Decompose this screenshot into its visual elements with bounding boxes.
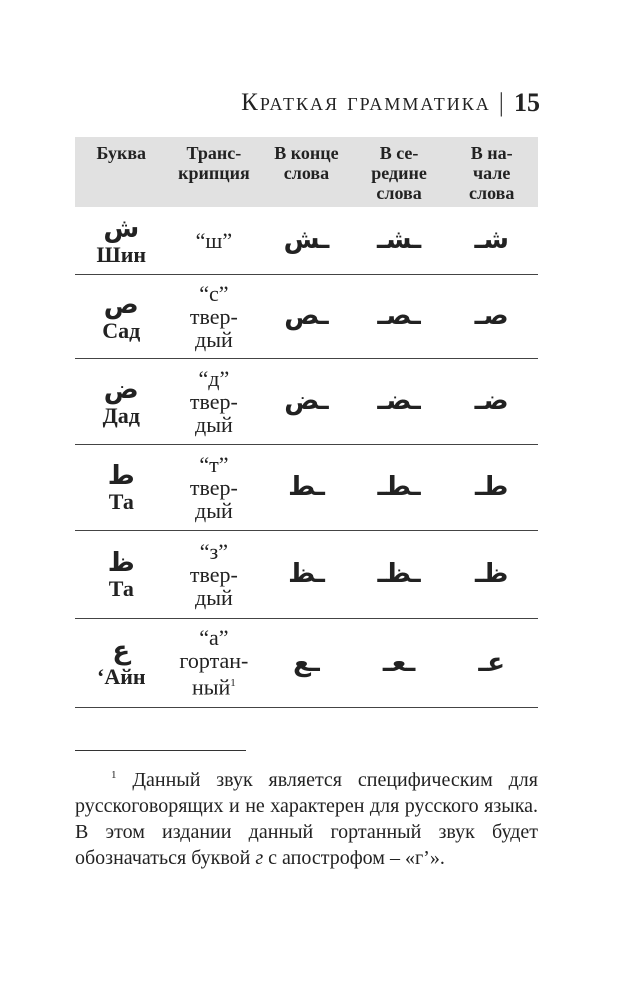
footnote-ref: 1: [230, 677, 236, 690]
medial-form-cell: [353, 207, 446, 274]
transcription-text: “ш”: [195, 227, 233, 253]
initial-form: ظـ: [474, 559, 509, 589]
column-header: [353, 137, 446, 207]
transcription-line: [168, 540, 261, 563]
table-header-row: [75, 137, 538, 207]
medial-form-cell: [353, 358, 446, 444]
header-separator: |: [498, 88, 506, 117]
medial-form-cell: [353, 530, 446, 618]
transcription-line: [168, 586, 261, 609]
final-form-cell: [260, 207, 353, 274]
initial-form-cell: [445, 530, 538, 618]
letter-cell: [75, 530, 168, 618]
table-row: [75, 207, 538, 274]
transcription-line: [168, 328, 261, 351]
column-header-line: Транс-: [186, 143, 242, 163]
transcription-line: [168, 390, 261, 413]
transcription-text: твер-: [189, 303, 238, 329]
initial-form: صـ: [474, 301, 509, 331]
transcription-text: дый: [195, 497, 233, 523]
transcription-line: [168, 229, 261, 252]
column-header-line: В конце: [274, 143, 339, 163]
letter-name: Шин: [96, 241, 147, 267]
transcription-text: “з”: [199, 538, 228, 564]
transcription-line: [168, 672, 261, 698]
transcription-text: “д”: [198, 365, 230, 391]
transcription-text: дый: [195, 411, 233, 437]
final-form-cell: [260, 358, 353, 444]
transcription-cell: [168, 618, 261, 707]
letter-name: Та: [108, 575, 134, 601]
initial-form-cell: [445, 444, 538, 530]
transcription-line: [168, 499, 261, 522]
initial-form: ضـ: [474, 386, 509, 416]
transcription-line: [168, 367, 261, 390]
final-form-cell: [260, 444, 353, 530]
final-form-cell: [260, 618, 353, 707]
chapter-title: Краткая грамматика: [241, 89, 491, 116]
transcription-text: дый: [195, 584, 233, 610]
arabic-letter: ظ: [107, 547, 135, 578]
transcription-text: гортан-: [179, 648, 249, 674]
footnote-text-2: с апострофом – «г’».: [263, 847, 445, 869]
arabic-letter: ص: [103, 289, 139, 320]
column-header: [168, 137, 261, 207]
medial-form: ـظـ: [377, 559, 421, 589]
letter-cell: [75, 207, 168, 274]
running-header: [241, 88, 540, 118]
letter-cell: [75, 274, 168, 358]
final-form: ـع: [293, 647, 320, 678]
transcription-cell: [168, 358, 261, 444]
transcription-cell: [168, 530, 261, 618]
arabic-letter: ض: [103, 374, 139, 405]
medial-form-cell: [353, 618, 446, 707]
transcription-line: [168, 282, 261, 305]
transcription-text: “с”: [199, 280, 229, 306]
table-row: [75, 618, 538, 707]
table-row: [75, 358, 538, 444]
transcription-cell: [168, 274, 261, 358]
transcription-text: твер-: [189, 388, 238, 414]
footnote-text-1: Данный звук является специфическим для русскоговорящих и не характерен для русского языка. В этом издании данный гортанный звук будет обозначаться буквой: [75, 769, 538, 869]
column-header-line: слова: [469, 183, 515, 203]
final-form: ـش: [283, 225, 330, 256]
column-header-line: крипция: [178, 163, 250, 183]
final-form: ـط: [288, 472, 325, 502]
transcription-cell: [168, 207, 261, 274]
page-number: 15: [514, 88, 540, 117]
transcription-line: [168, 626, 261, 649]
arabic-letter: ش: [103, 213, 140, 244]
medial-form: ـضـ: [377, 386, 421, 416]
footnote: [75, 762, 538, 871]
initial-form: طـ: [474, 472, 509, 502]
initial-form: شـ: [474, 225, 509, 256]
final-form-cell: [260, 530, 353, 618]
letter-cell: [75, 444, 168, 530]
medial-form: ـطـ: [377, 472, 421, 502]
column-header-line: Буква: [96, 143, 147, 163]
transcription-cell: [168, 444, 261, 530]
footnote-divider: [75, 750, 246, 751]
transcription-text: “т”: [199, 451, 229, 477]
column-header-line: В на-: [470, 143, 513, 163]
medial-form: ـصـ: [377, 301, 421, 331]
alphabet-table: [75, 137, 538, 708]
transcription-line: [168, 649, 261, 672]
letter-name: ‘Айн: [97, 664, 146, 689]
column-header-line: слова: [283, 163, 330, 183]
letter-name: Та: [108, 488, 134, 514]
letter-name: Дад: [102, 402, 140, 428]
column-header-line: чале: [472, 163, 511, 183]
column-header: [75, 137, 168, 207]
table-row: [75, 530, 538, 618]
medial-form-cell: [353, 274, 446, 358]
transcription-text: “а”: [199, 625, 229, 651]
column-header: [260, 137, 353, 207]
transcription-text: твер-: [189, 561, 238, 587]
initial-form-cell: [445, 207, 538, 274]
transcription-text: дый: [195, 326, 233, 352]
footnote-marker: 1: [111, 769, 117, 781]
arabic-letter: ع: [112, 636, 131, 666]
column-header: [445, 137, 538, 207]
final-form: ـض: [284, 386, 329, 416]
initial-form-cell: [445, 358, 538, 444]
medial-form: ـشـ: [376, 225, 422, 256]
transcription-text: ный: [191, 674, 231, 700]
transcription-line: [168, 305, 261, 328]
column-header-line: слова: [376, 183, 422, 203]
medial-form: ـعـ: [382, 647, 416, 678]
table-row: [75, 444, 538, 530]
arabic-letter: ط: [107, 460, 135, 491]
footnote-italic-letter: г: [255, 847, 264, 869]
final-form-cell: [260, 274, 353, 358]
final-form: ـص: [284, 301, 329, 331]
medial-form-cell: [353, 444, 446, 530]
transcription-line: [168, 476, 261, 499]
column-header-line: В се-: [379, 143, 419, 163]
initial-form: عـ: [478, 647, 506, 678]
final-form: ـظ: [288, 559, 325, 589]
initial-form-cell: [445, 618, 538, 707]
letter-name: Сад: [102, 317, 141, 343]
transcription-line: [168, 563, 261, 586]
letter-cell: [75, 618, 168, 707]
table-row: [75, 274, 538, 358]
letter-cell: [75, 358, 168, 444]
initial-form-cell: [445, 274, 538, 358]
transcription-line: [168, 413, 261, 436]
column-header-line: редине: [371, 163, 427, 183]
transcription-text: твер-: [189, 474, 238, 500]
transcription-line: [168, 453, 261, 476]
